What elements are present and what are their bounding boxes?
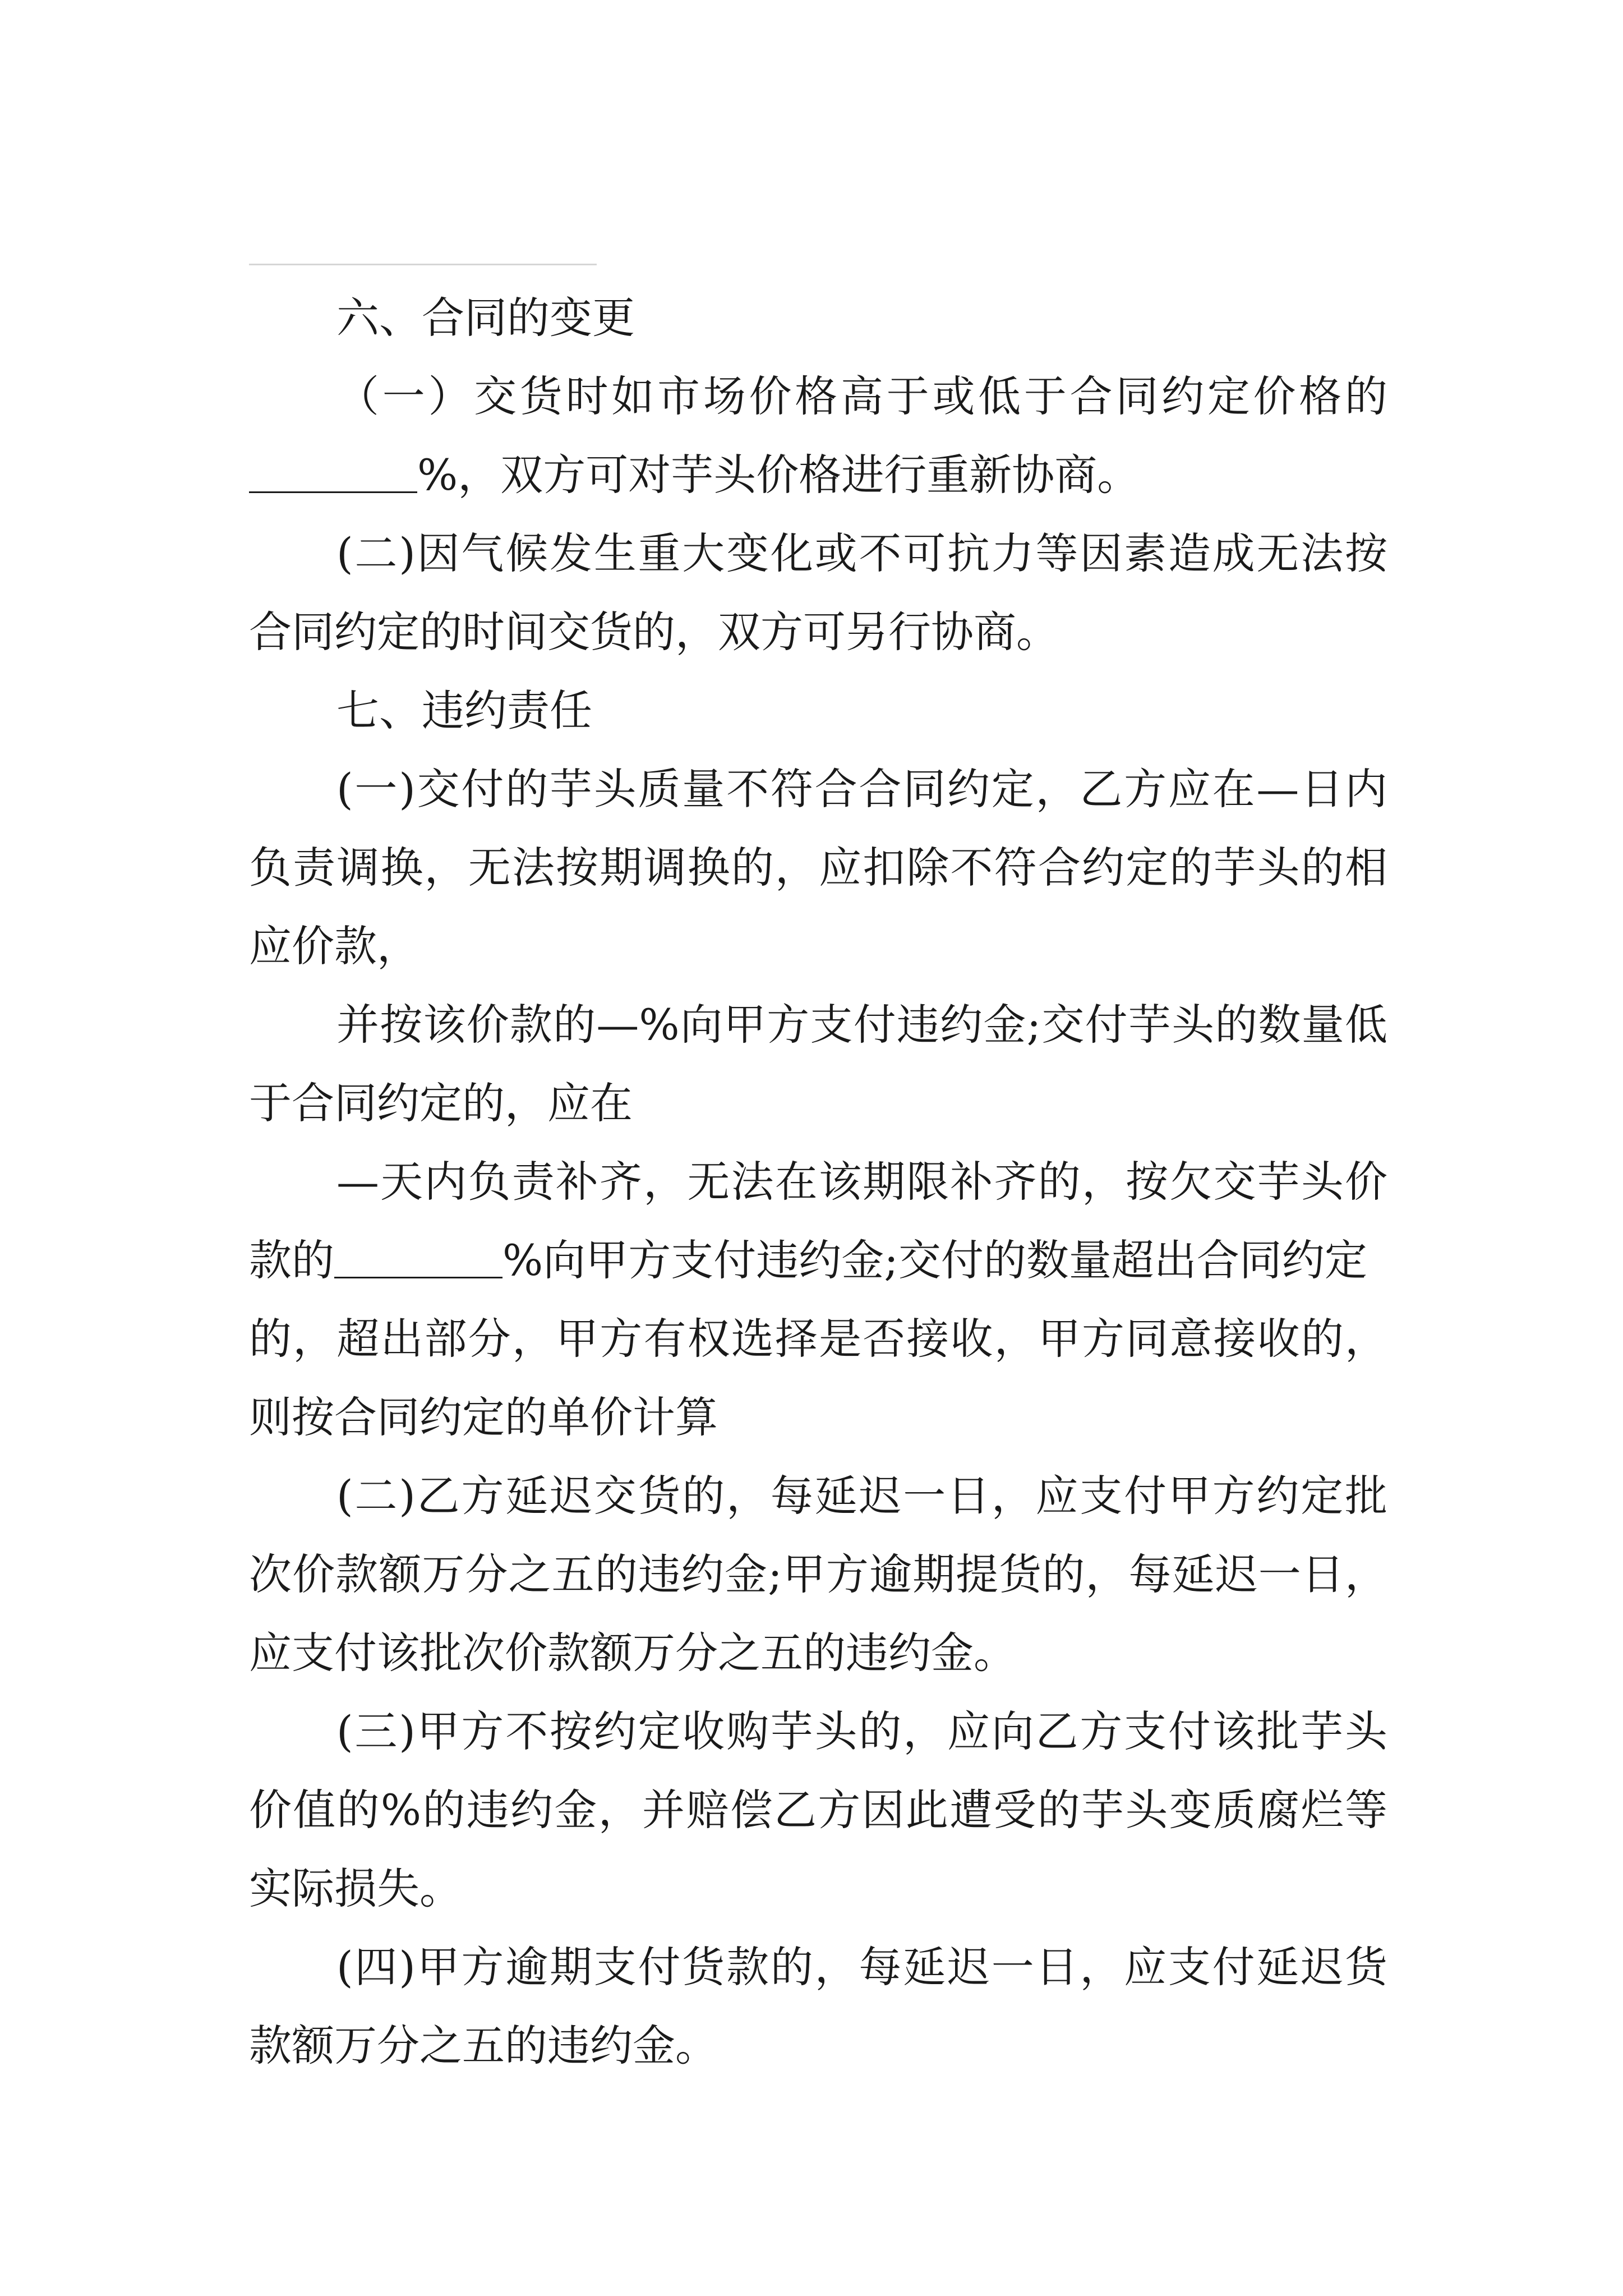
- paragraph-line: 于合同约定的，应在: [249, 1078, 633, 1128]
- paragraph-line: 的，超出部分，甲方有权选择是否接收，甲方同意接收的，: [249, 1314, 1387, 1364]
- paragraph-line: 应支付该批次价款额万分之五的违约金。: [249, 1628, 1016, 1678]
- paragraph-line: 实际损失。: [249, 1864, 462, 1913]
- paragraph-line: (四)甲方逾期支付货款的，每延迟一日，应支付延迟货: [336, 1942, 1387, 1992]
- paragraph-line: 应价款，: [249, 921, 419, 971]
- paragraph-text: %向甲方支付违约金;交付的数量超出合同约定: [502, 1235, 1367, 1285]
- paragraph-line: (一)交付的芋头质量不符合合同约定，乙方应在—日内: [336, 764, 1387, 814]
- paragraph-text: %，双方可对芋头价格进行重新协商。: [417, 450, 1140, 500]
- paragraph-line: 合同约定的时间交货的，双方可另行协商。: [249, 607, 1059, 657]
- paragraph-line: 次价款额万分之五的违约金;甲方逾期提货的，每延迟一日，: [249, 1549, 1387, 1599]
- paragraph-line: (二)因气候发生重大变化或不可抗力等因素造成无法按: [336, 528, 1387, 578]
- paragraph-line: 负责调换，无法按期调换的，应扣除不符合约定的芋头的相: [249, 843, 1387, 892]
- paragraph-line: [249, 1230, 1367, 1291]
- paragraph-line: 则按合同约定的单价计算: [249, 1392, 718, 1442]
- section-heading-6: 六、合同的变更: [336, 293, 635, 343]
- paragraph-line: 价值的%的违约金，并赔偿乙方因此遭受的芋头变质腐烂等: [249, 1785, 1387, 1835]
- section-heading-7: 七、违约责任: [336, 685, 592, 735]
- paragraph-line: （一）交货时如市场价格高于或低于合同约定价格的: [336, 371, 1387, 421]
- paragraph-text: 款的: [249, 1235, 334, 1285]
- fill-blank: [334, 1237, 502, 1278]
- paragraph-line: (二)乙方延迟交货的，每延迟一日，应支付甲方约定批: [336, 1471, 1387, 1521]
- fill-blank: [249, 452, 417, 493]
- paragraph-line: 款额万分之五的违约金。: [249, 2021, 718, 2070]
- paragraph-line: [249, 444, 1140, 506]
- paragraph-line: (三)甲方不按约定收购芋头的，应向乙方支付该批芋头: [336, 1706, 1387, 1756]
- header-divider: [249, 264, 597, 265]
- paragraph-line: —天内负责补齐，无法在该期限补齐的，按欠交芋头价: [336, 1157, 1387, 1207]
- paragraph-line: 并按该价款的—%向甲方支付违约金;交付芋头的数量低: [336, 1000, 1387, 1050]
